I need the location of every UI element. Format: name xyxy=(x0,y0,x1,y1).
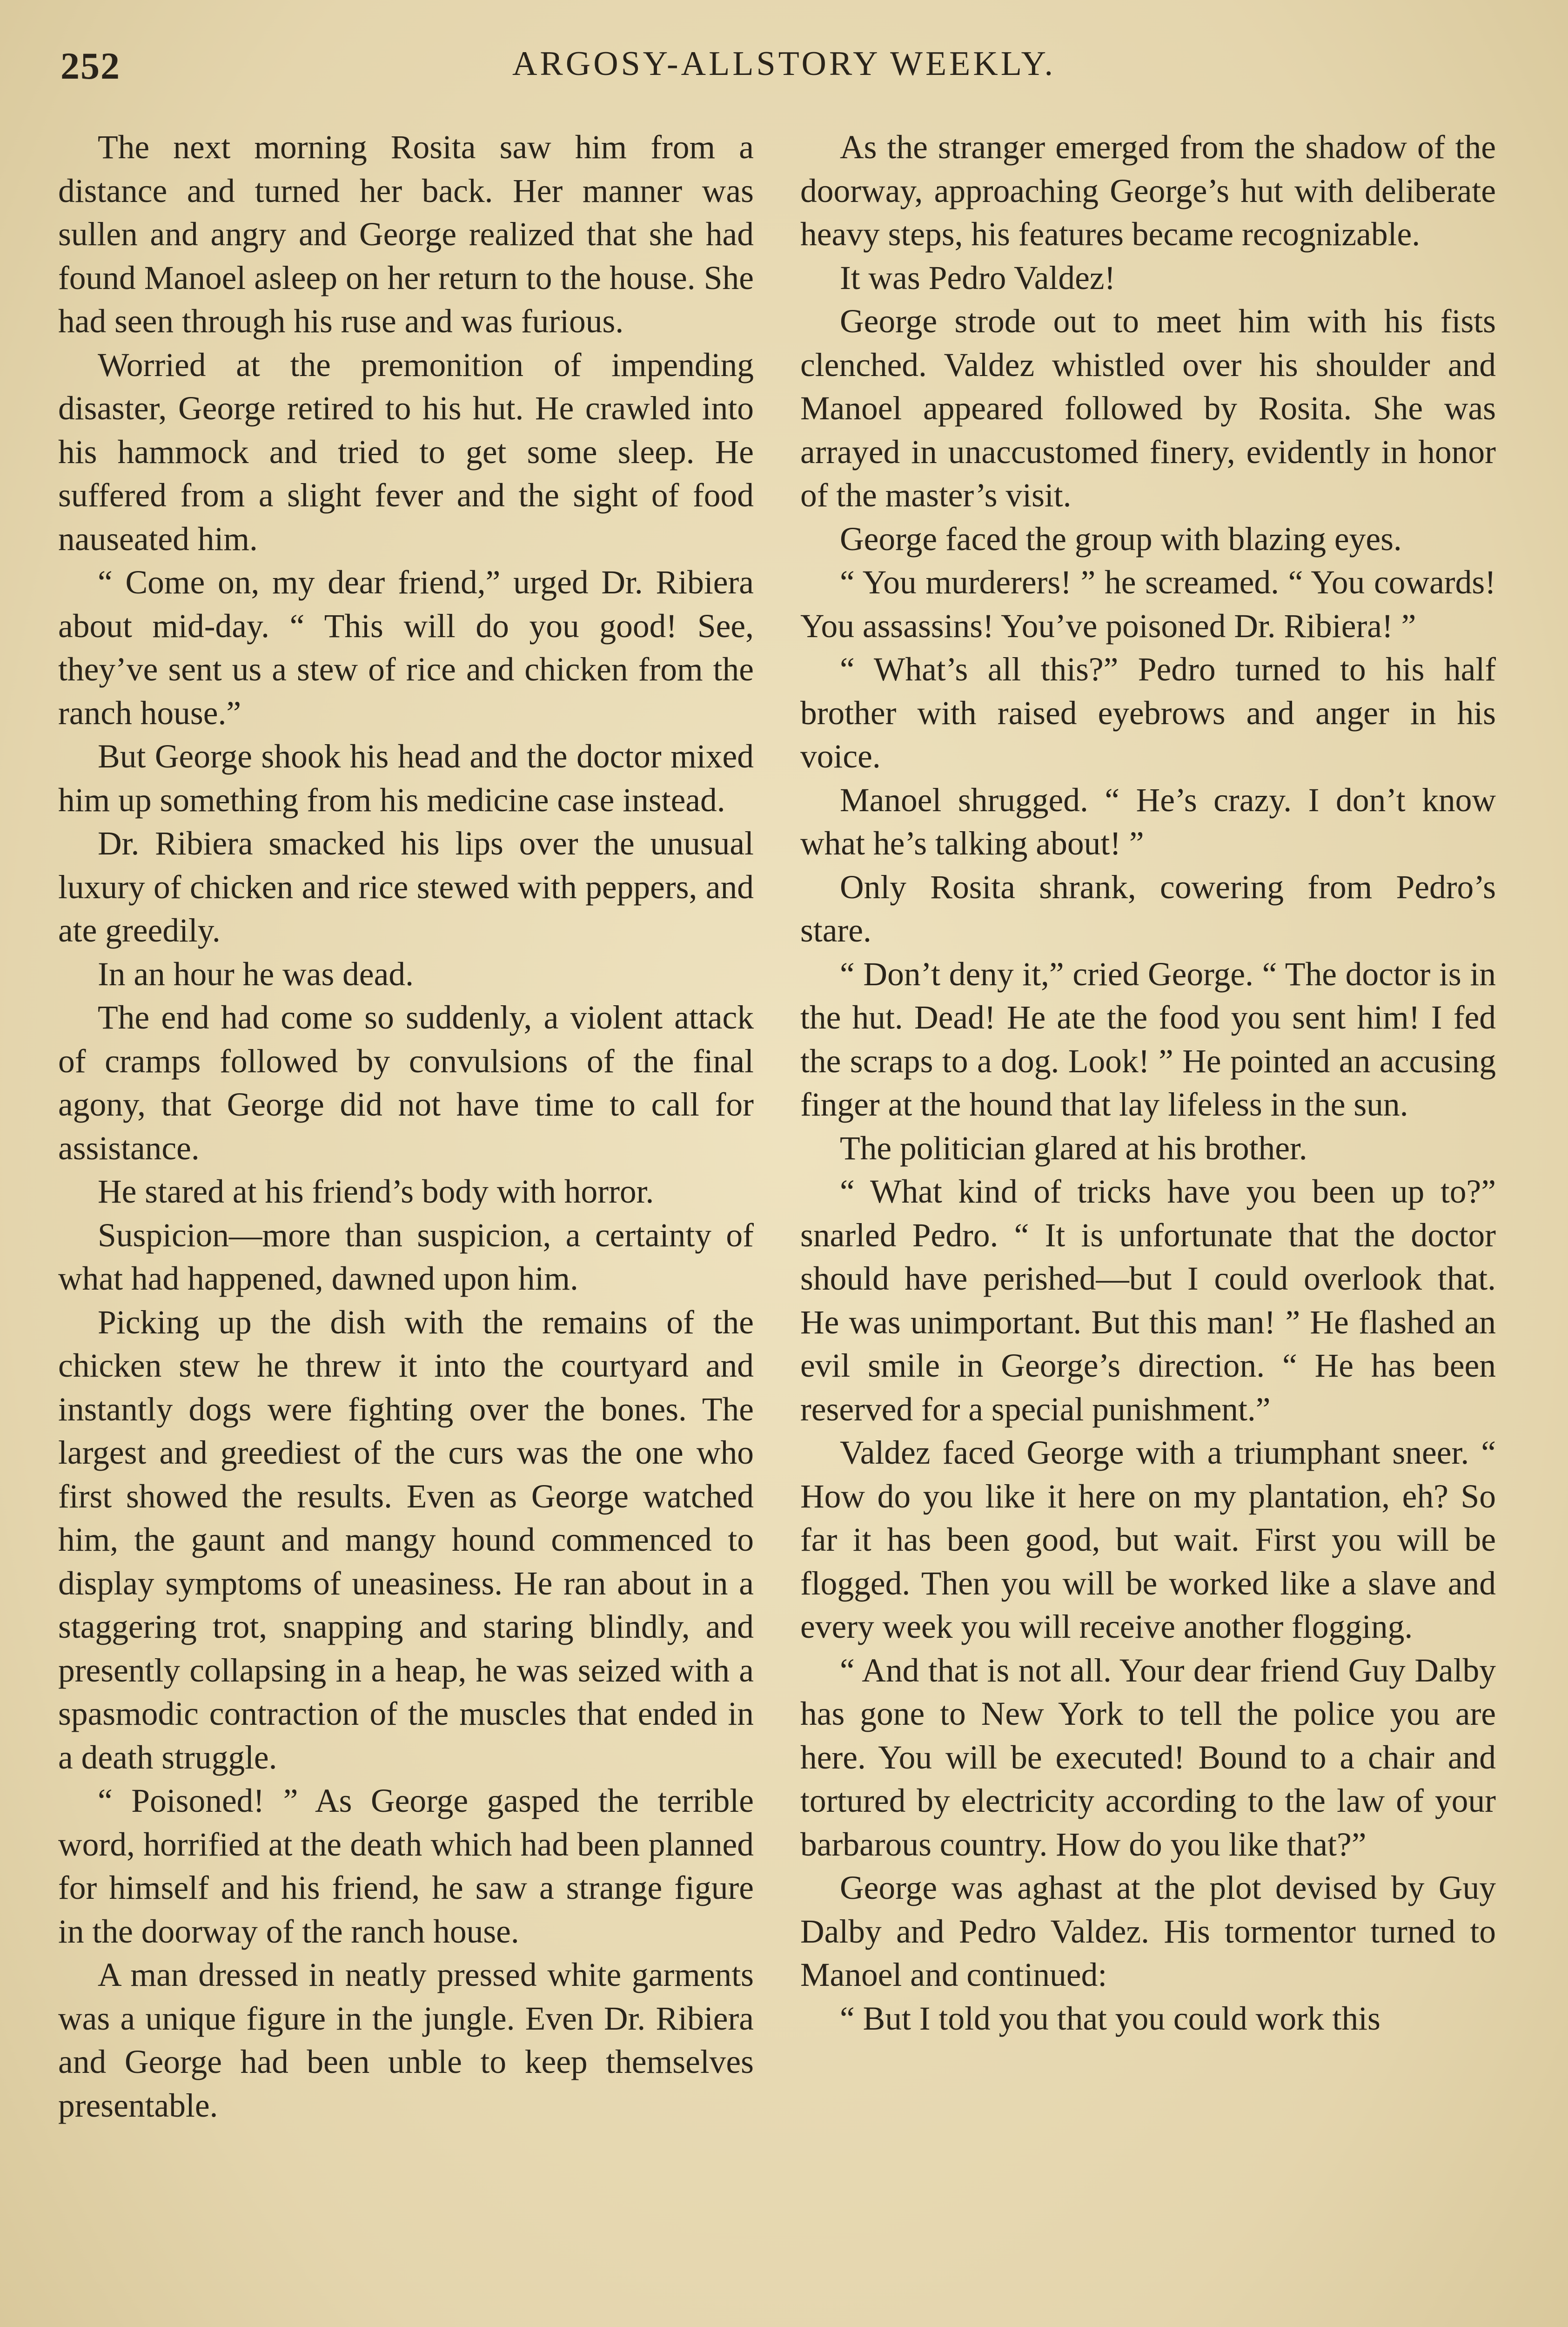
running-title: ARGOSY-ALLSTORY WEEKLY. xyxy=(512,45,1056,83)
paragraph: George strode out to meet him with his fists clenched. Valdez whistled over his shoulder and Manoel appeared followed by Rosita. She was arrayed in unaccustomed finery, evidently in honor of the master’s visit. xyxy=(800,303,1496,514)
paragraph: Worried at the premonition of impending disaster, George retired to his hut. He crawled into his hammock and tried to get some sleep. He suffered from a slight fever and the sight of food nauseated him. xyxy=(58,346,754,558)
paragraph: The politician glared at his brother. xyxy=(840,1130,1307,1167)
paragraph: Manoel shrugged. “ He’s crazy. I don’t know what he’s talking about! ” xyxy=(800,781,1496,862)
paragraph: “ Don’t deny it,” cried George. “ The doctor is in the hut. Dead! He ate the food you sent him! I fed the scraps to a dog. Look! ” He pointed an accusing finger at the hound that lay lifeless in the sun. xyxy=(800,955,1496,1123)
right-column xyxy=(800,126,1496,2040)
paragraph: Valdez faced George with a triumphant sneer. “ How do you like it here on my plantation, eh? So far it has been good, but wait. First you will be flogged. Then you will be worked like a slave and every week you will receive another flogging. xyxy=(800,1434,1496,1645)
paragraph: As the stranger emerged from the shadow of the doorway, approaching George’s hut with deliberate heavy steps, his features became recognizable. xyxy=(800,129,1496,253)
paragraph: “ What’s all this?” Pedro turned to his half brother with raised eyebrows and anger in his voice. xyxy=(800,651,1496,775)
paragraph: George was aghast at the plot devised by Guy Dalby and Pedro Valdez. His tormentor turned to Manoel and continued: xyxy=(800,1870,1496,1993)
paragraph: “ Come on, my dear friend,” urged Dr. Ribiera about mid-day. “ This will do you good! See, they’ve sent us a stew of rice and chicken from the ranch house.” xyxy=(58,564,754,732)
paragraph: “ And that is not all. Your dear friend Guy Dalby has gone to New York to tell the police you are here. You will be executed! Bound to a chair and tortured by electricity according to the law of your barbarous country. How do you like that?” xyxy=(800,1652,1496,1863)
paragraph: In an hour he was dead. xyxy=(98,955,414,993)
left-column xyxy=(58,126,754,2127)
paragraph: A man dressed in neatly pressed white garments was a unique figure in the jungle. Even Dr. Ribiera and George had been unble to keep themselves presentable. xyxy=(58,1957,754,2124)
paragraph: It was Pedro Valdez! xyxy=(840,259,1116,296)
paragraph: But George shook his head and the doctor mixed him up something from his medicine case instead. xyxy=(58,738,754,819)
paragraph: He stared at his friend’s body with horror. xyxy=(98,1173,654,1210)
paragraph: “ What kind of tricks have you been up to?” snarled Pedro. “ It is unfortunate that the doctor should have perished—but I could overlook that. He was unimportant. But this man! ” He flashed an evil smile in George’s direction. “ He has been reserved for a special punishment.” xyxy=(800,1173,1496,1428)
paragraph: The end had come so suddenly, a violent attack of cramps followed by convulsions of the final agony, that George did not have time to call for assistance. xyxy=(58,999,754,1167)
paragraph: “ Poisoned! ” As George gasped the terrible word, horrified at the death which had been planned for himself and his friend, he saw a strange figure in the doorway of the ranch house. xyxy=(58,1782,754,1950)
paragraph: Dr. Ribiera smacked his lips over the unusual luxury of chicken and rice stewed with peppers, and ate greedily. xyxy=(58,825,754,949)
paragraph: The next morning Rosita saw him from a distance and turned her back. Her manner was sullen and angry and George realized that she had found Manoel asleep on her return to the house. She had seen through his ruse and was furious. xyxy=(58,129,754,340)
paragraph: Only Rosita shrank, cowering from Pedro’s stare. xyxy=(800,868,1496,949)
page-number: 252 xyxy=(60,45,121,87)
paragraph: Suspicion—more than suspicion, a certainty of what had happened, dawned upon him. xyxy=(58,1217,754,1297)
paragraph: George faced the group with blazing eyes. xyxy=(840,520,1402,558)
page-header xyxy=(60,44,1508,100)
paragraph: Picking up the dish with the remains of the chicken stew he threw it into the courtyard and instantly dogs were fighting over the bones. The largest and greediest of the curs was the one who first showed the results. Even as George watched him, the gaunt and mangy hound commenced to display symptoms of uneasiness. He ran about in a staggering trot, snapping and staring blindly, and presently collapsing in a heap, he was seized with a spasmodic contraction of the muscles that ended in a death struggle. xyxy=(58,1304,754,1776)
paragraph: “ But I told you that you could work this xyxy=(840,2000,1380,2037)
paragraph: “ You murderers! ” he screamed. “ You cowards! You assassins! You’ve poisoned Dr. Ribiera! ” xyxy=(800,564,1496,645)
